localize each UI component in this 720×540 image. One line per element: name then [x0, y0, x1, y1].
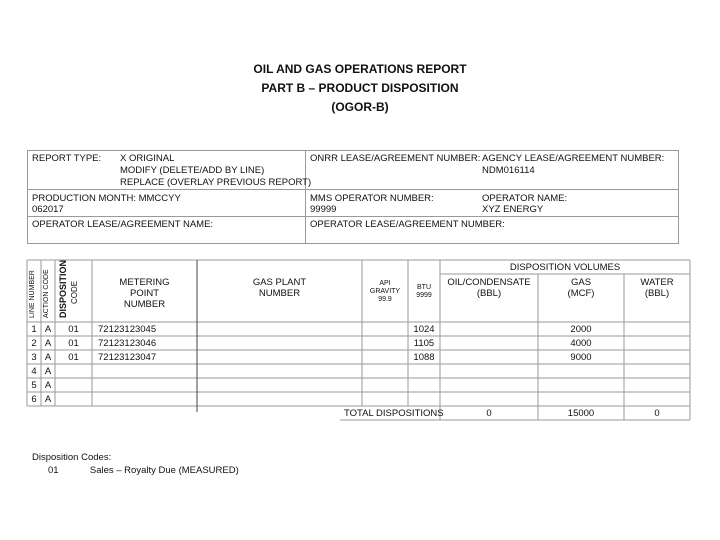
report-type-original[interactable]: X ORIGINAL [120, 153, 175, 164]
row-line-number: 1 [31, 324, 37, 335]
col-oil-header: OIL/CONDENSATE (BBL) [447, 277, 531, 299]
row-metering-point[interactable]: 72123123045 [98, 324, 157, 335]
row-action-code[interactable]: A [44, 338, 52, 349]
row-disposition-code[interactable]: 01 [68, 338, 79, 349]
operator-name-label: OPERATOR NAME: [482, 193, 568, 204]
row-gas-volume[interactable]: 4000 [570, 338, 592, 349]
mms-operator-label: MMS OPERATOR NUMBER: [310, 193, 434, 204]
row-btu[interactable]: 1024 [413, 324, 435, 335]
col-disposition-header: DISPOSITION [58, 259, 68, 318]
col-gas-header: GAS (MCF) [567, 277, 595, 299]
row-action-code[interactable]: A [44, 380, 52, 391]
disposition-code-number: 01 [48, 465, 59, 476]
disposition-codes-legend [32, 452, 239, 476]
total-water-value: 0 [654, 408, 660, 419]
agency-lease-value[interactable]: NDM016114 [482, 165, 535, 176]
row-btu[interactable]: 1105 [413, 338, 435, 349]
col-gas-plant-header: GAS PLANT NUMBER [252, 277, 307, 299]
mms-operator-value[interactable]: 99999 [310, 204, 337, 215]
row-metering-point[interactable]: 72123123047 [98, 352, 157, 363]
operator-name-value[interactable]: XYZ ENERGY [482, 204, 544, 215]
row-line-number: 3 [31, 352, 37, 363]
disposition-codes-heading: Disposition Codes: [32, 452, 112, 463]
row-metering-point[interactable]: 72123123046 [98, 338, 157, 349]
operator-lease-number-label: OPERATOR LEASE/AGREEMENT NUMBER: [310, 219, 505, 230]
total-gas-value: 15000 [567, 408, 595, 419]
report-type-modify[interactable]: MODIFY (DELETE/ADD BY LINE) [120, 165, 265, 176]
col-water-header: WATER (BBL) [640, 277, 674, 299]
row-line-number: 2 [31, 338, 37, 349]
col-api-gravity-header: API GRAVITY 99.9 [369, 280, 401, 303]
report-title: OIL AND GAS OPERATIONS REPORT [253, 62, 467, 76]
row-action-code[interactable]: A [44, 366, 52, 377]
operator-lease-name-label: OPERATOR LEASE/AGREEMENT NAME: [32, 219, 214, 230]
report-form-code: (OGOR-B) [331, 100, 389, 114]
total-oil-value: 0 [486, 408, 492, 419]
disposition-volumes-header: DISPOSITION VOLUMES [509, 262, 621, 273]
col-metering-header: METERING POINT NUMBER [119, 277, 170, 310]
production-month-label: PRODUCTION MONTH: MMCCYY [32, 193, 181, 204]
production-month-value[interactable]: 062017 [32, 204, 64, 215]
row-btu[interactable]: 1088 [413, 352, 435, 363]
col-btu-header: BTU 9999 [416, 284, 432, 299]
report-header-box [27, 150, 679, 244]
row-line-number: 4 [31, 366, 37, 377]
row-action-code[interactable]: A [44, 324, 52, 335]
row-disposition-code[interactable]: 01 [68, 352, 79, 363]
row-gas-volume[interactable]: 2000 [570, 324, 592, 335]
col-disposition-code-header: CODE [70, 280, 79, 304]
col-action-code-header: ACTION CODE [43, 269, 50, 318]
total-dispositions-label: TOTAL DISPOSITIONS [344, 408, 444, 419]
col-line-number-header: LINE NUMBER [29, 270, 36, 318]
disposition-code-description: Sales – Royalty Due (MEASURED) [89, 465, 239, 476]
row-action-code[interactable]: A [44, 394, 52, 405]
disposition-code-item [32, 465, 239, 476]
row-line-number: 5 [31, 380, 37, 391]
row-line-number: 6 [31, 394, 37, 405]
report-type-replace[interactable]: REPLACE (OVERLAY PREVIOUS REPORT) [120, 177, 312, 188]
report-type-label: REPORT TYPE: [32, 153, 102, 164]
onrr-lease-label: ONRR LEASE/AGREEMENT NUMBER: [310, 153, 481, 164]
agency-lease-label: AGENCY LEASE/AGREEMENT NUMBER: [482, 153, 665, 164]
row-disposition-code[interactable]: 01 [68, 324, 79, 335]
row-gas-volume[interactable]: 9000 [570, 352, 592, 363]
report-subtitle: PART B – PRODUCT DISPOSITION [261, 81, 459, 95]
row-action-code[interactable]: A [44, 352, 52, 363]
